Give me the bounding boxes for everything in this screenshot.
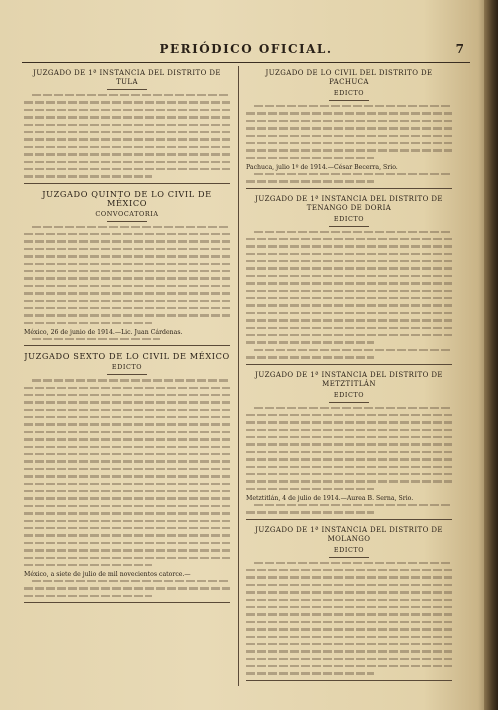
text-line	[24, 387, 230, 389]
text-line	[246, 458, 452, 460]
text-line	[24, 131, 230, 133]
text-line	[246, 650, 452, 652]
title-rule	[107, 374, 147, 375]
title-rule	[329, 226, 369, 227]
section-title: JUZGADO QUINTO DE LO CIVIL DE MÉXICO	[42, 188, 212, 208]
text-line	[24, 263, 230, 265]
text-block	[246, 407, 452, 491]
title-rule	[329, 402, 369, 403]
text-line	[254, 562, 452, 564]
section-divider	[24, 602, 230, 603]
text-line	[24, 520, 230, 522]
text-line	[24, 124, 230, 126]
page-header	[22, 40, 470, 63]
text-line	[246, 613, 452, 615]
text-line	[24, 109, 230, 111]
notice-signature: Metztitlán, 4 de julio de 1914.—Aurea B. Serna, Srio.	[246, 495, 414, 503]
text-line	[24, 416, 230, 418]
text-line	[246, 142, 452, 144]
text-line	[246, 245, 452, 247]
title-rule	[329, 557, 369, 558]
section-divider	[24, 183, 230, 184]
text-line	[24, 161, 230, 163]
notice-section	[246, 195, 452, 365]
text-line	[24, 549, 230, 551]
text-line	[24, 453, 230, 455]
notice-section	[246, 526, 452, 681]
text-line	[24, 460, 230, 462]
text-line	[24, 527, 230, 529]
text-line	[24, 240, 230, 242]
text-line	[246, 643, 452, 645]
text-line	[24, 587, 230, 589]
text-line	[246, 414, 452, 416]
section-subtitle: CONVOCATORIA	[95, 209, 159, 218]
text-block	[246, 562, 452, 675]
text-line	[254, 231, 452, 233]
text-line	[246, 569, 452, 571]
text-line	[24, 497, 230, 499]
text-line	[246, 672, 374, 674]
text-line	[246, 665, 452, 667]
text-line	[24, 277, 230, 279]
text-line	[24, 101, 230, 103]
text-line	[246, 356, 374, 358]
page-number: 7	[455, 42, 464, 56]
title-rule	[329, 100, 369, 101]
text-line	[246, 319, 452, 321]
text-line	[24, 168, 230, 170]
text-line	[246, 488, 374, 490]
text-line	[246, 267, 452, 269]
text-block	[24, 580, 230, 597]
text-line	[246, 112, 452, 114]
text-line	[24, 483, 230, 485]
text-block	[24, 94, 230, 178]
title-rule	[107, 221, 147, 222]
text-line	[246, 621, 452, 623]
notice-section	[246, 371, 452, 520]
text-line	[24, 153, 230, 155]
text-block	[246, 173, 452, 183]
text-line	[246, 282, 452, 284]
text-block	[24, 379, 230, 566]
notice-signature: México, a siete de julio de mil novecientos catorce.—	[24, 571, 191, 579]
text-block	[246, 231, 452, 344]
section-title: JUZGADO SEXTO DE LO CIVIL DE MÉXICO	[24, 351, 230, 362]
section-subtitle: EDICTO	[333, 390, 365, 399]
section-title: JUZGADO DE 1ª INSTANCIA DEL DISTRITO DE TULA	[33, 69, 221, 86]
text-line	[24, 505, 230, 507]
text-line	[24, 146, 230, 148]
section-subtitle: EDICTO	[333, 214, 365, 223]
text-line	[246, 466, 452, 468]
text-line	[246, 157, 374, 159]
text-block	[24, 226, 230, 324]
text-line	[24, 233, 230, 235]
text-line	[24, 564, 152, 566]
text-line	[254, 105, 452, 107]
text-block	[246, 349, 452, 359]
text-line	[246, 451, 452, 453]
section-subtitle: EDICTO	[111, 363, 143, 372]
text-line	[246, 421, 452, 423]
text-line	[254, 407, 452, 409]
text-line	[246, 599, 452, 601]
text-line	[246, 473, 452, 475]
text-line	[24, 270, 230, 272]
text-block	[246, 504, 452, 514]
text-line	[32, 226, 230, 228]
text-line	[24, 307, 230, 309]
text-line	[246, 149, 452, 151]
text-line	[24, 116, 230, 118]
text-line	[246, 658, 452, 660]
text-line	[254, 504, 452, 506]
notice-section	[24, 190, 230, 346]
running-head: PERIÓDICO OFICIAL.	[159, 42, 333, 56]
text-line	[24, 534, 230, 536]
section-title: JUZGADO DE 1ª INSTANCIA DEL DISTRITO DE TENANGO DE DORIA	[255, 194, 443, 212]
text-line	[246, 628, 452, 630]
text-line	[246, 591, 452, 593]
text-line	[246, 480, 452, 482]
text-line	[24, 255, 230, 257]
text-line	[24, 175, 152, 177]
notice-signature: Pachuca, julio 1º de 1914.—César Becerra, Srio.	[246, 164, 398, 172]
column-rule	[238, 66, 239, 686]
title-rule	[107, 89, 147, 90]
section-divider	[246, 519, 452, 520]
text-line	[246, 290, 452, 292]
text-line	[32, 338, 160, 340]
text-line	[24, 490, 230, 492]
section-divider	[246, 680, 452, 681]
text-line	[254, 349, 452, 351]
text-line	[24, 322, 152, 324]
text-line	[24, 285, 230, 287]
text-line	[254, 173, 452, 175]
text-line	[24, 446, 230, 448]
text-line	[24, 401, 230, 403]
notice-section	[24, 352, 230, 603]
bound-edge	[484, 0, 498, 710]
text-block	[24, 338, 230, 340]
text-line	[246, 341, 374, 343]
section-divider	[246, 188, 452, 189]
left-column	[24, 66, 230, 686]
text-line	[246, 443, 452, 445]
text-line	[24, 438, 230, 440]
text-line	[24, 431, 230, 433]
text-line	[32, 580, 230, 582]
notice-section	[246, 69, 452, 189]
text-line	[24, 409, 230, 411]
text-line	[32, 379, 230, 381]
text-line	[24, 468, 230, 470]
text-line	[246, 312, 452, 314]
section-divider	[246, 364, 452, 365]
text-line	[246, 238, 452, 240]
text-line	[246, 334, 452, 336]
text-line	[246, 260, 452, 262]
text-line	[246, 606, 452, 608]
text-line	[246, 120, 452, 122]
text-line	[24, 300, 230, 302]
text-line	[24, 512, 230, 514]
text-line	[246, 436, 452, 438]
text-line	[246, 135, 452, 137]
right-column	[246, 66, 452, 686]
text-line	[246, 636, 452, 638]
text-line	[24, 542, 230, 544]
section-divider	[24, 345, 230, 346]
text-line	[24, 557, 230, 559]
text-line	[24, 394, 230, 396]
section-title: JUZGADO DE 1ª INSTANCIA DEL DISTRITO DE METZTITLÁN	[255, 370, 443, 388]
text-line	[24, 138, 230, 140]
text-line	[246, 297, 452, 299]
text-block	[246, 105, 452, 159]
text-line	[246, 127, 452, 129]
text-line	[24, 314, 230, 316]
text-line	[246, 584, 452, 586]
section-subtitle: EDICTO	[333, 545, 365, 554]
text-line	[246, 304, 452, 306]
text-line	[24, 248, 230, 250]
text-line	[246, 576, 452, 578]
text-line	[246, 429, 452, 431]
text-line	[24, 475, 230, 477]
section-title: JUZGADO DE LO CIVIL DEL DISTRITO DE PACHUCA	[265, 69, 433, 86]
notice-signature: México, 26 de junio de 1914.—Lic. Juan Cárdenas.	[24, 329, 183, 337]
text-line	[246, 180, 374, 182]
text-line	[246, 275, 452, 277]
notice-section	[24, 69, 230, 184]
text-line	[24, 292, 230, 294]
text-line	[246, 511, 374, 513]
text-line	[24, 595, 152, 597]
text-line	[246, 327, 452, 329]
section-subtitle: EDICTO	[333, 89, 365, 97]
text-line	[24, 423, 230, 425]
text-line	[246, 253, 452, 255]
section-title: JUZGADO DE 1ª INSTANCIA DEL DISTRITO DE MOLANGO	[255, 525, 443, 543]
text-line	[32, 94, 230, 96]
